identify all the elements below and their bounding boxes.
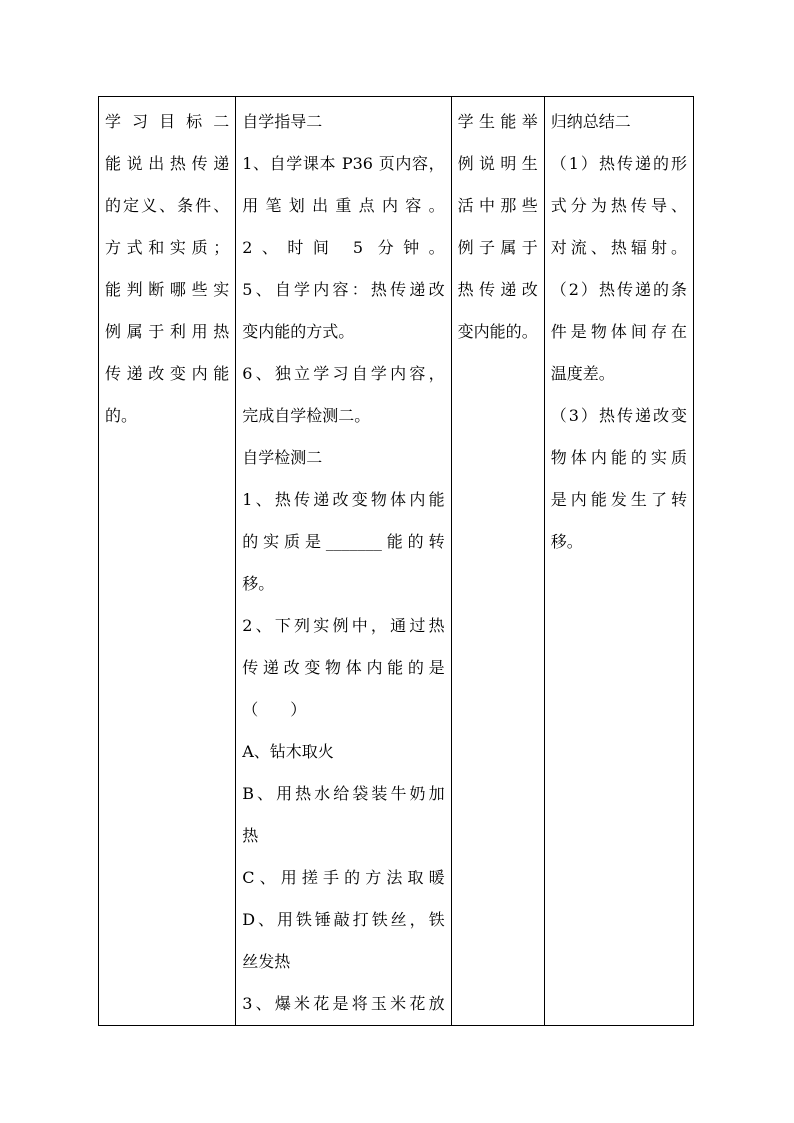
text-line: 归纳总结二	[550, 112, 631, 131]
text-line: 例属于利用热	[105, 322, 230, 341]
text-line: 用笔划出重点内容。	[242, 196, 445, 215]
text-line: 变内能的方式。	[242, 322, 355, 341]
text-line: 是内能发生了转	[550, 490, 687, 509]
text-line: 热传递改	[457, 280, 538, 299]
text-line: 温度差。	[550, 364, 615, 383]
text-line: （ ）	[242, 700, 307, 719]
text-line: 3、爆米花是将玉米花放	[242, 994, 445, 1013]
learning-objective-cell	[99, 97, 236, 1026]
text-line: D、用铁锤敲打铁丝，铁	[242, 910, 445, 929]
text-line: 物体内能的实质	[550, 448, 687, 467]
text-line: 6、独立学习自学内容，	[242, 364, 445, 383]
table-row	[99, 97, 694, 1026]
text-line: 变内能的。	[457, 322, 538, 341]
text-line: 对流、热辐射。	[550, 238, 687, 257]
text-line: 5、自学内容：热传递改	[242, 280, 445, 299]
text-line: 例子属于	[457, 238, 538, 257]
text-line: 学生能举	[457, 112, 538, 131]
text-line: 移。	[550, 532, 583, 551]
cell-lines	[105, 101, 229, 437]
text-line: 的定义、条件、	[105, 196, 230, 215]
text-line: 传递改变物体内能的是	[242, 658, 445, 677]
text-line: 传递改变内能	[105, 364, 230, 383]
text-line: 学习目标二	[105, 112, 230, 131]
text-line: B、用热水给袋装牛奶加	[242, 784, 445, 803]
text-line: （3）热传递改变	[550, 406, 687, 425]
text-line: （2）热传递的条	[550, 280, 687, 299]
text-line: 活中那些	[457, 196, 538, 215]
summary-cell	[544, 97, 693, 1026]
text-line: 的实质是_______能的转	[242, 532, 445, 551]
text-line: A、钻木取火	[242, 742, 334, 761]
text-line: 自学指导二	[242, 112, 323, 131]
text-line: 例说明生	[457, 154, 538, 173]
self-study-guide-cell	[236, 97, 451, 1026]
cell-lines	[242, 101, 444, 1025]
text-line: 件是物体间存在	[550, 322, 687, 341]
text-line: 1、自学课本 P36 页内容，	[242, 154, 445, 173]
lesson-table	[98, 96, 694, 1026]
text-line: 式分为热传导、	[550, 196, 687, 215]
text-line: 能说出热传递	[105, 154, 230, 173]
text-line: 完成自学检测二。	[242, 406, 371, 425]
text-line: 的。	[105, 406, 138, 425]
text-line: 热	[242, 826, 259, 845]
text-line: （1）热传递的形	[550, 154, 687, 173]
student-ability-cell	[451, 97, 544, 1026]
text-line: 1、热传递改变物体内能	[242, 490, 445, 509]
text-line: 2、时间 5 分钟。	[242, 238, 445, 257]
text-line: 能判断哪些实	[105, 280, 230, 299]
text-line: 移。	[242, 574, 275, 593]
text-line: 方式和实质；	[105, 238, 230, 257]
text-line: 2、下列实例中，通过热	[242, 616, 445, 635]
cell-lines	[458, 101, 538, 353]
cell-lines	[551, 101, 687, 563]
text-line: 丝发热	[242, 952, 291, 971]
text-line: C、用搓手的方法取暖	[242, 868, 445, 887]
text-line: 自学检测二	[242, 448, 323, 467]
